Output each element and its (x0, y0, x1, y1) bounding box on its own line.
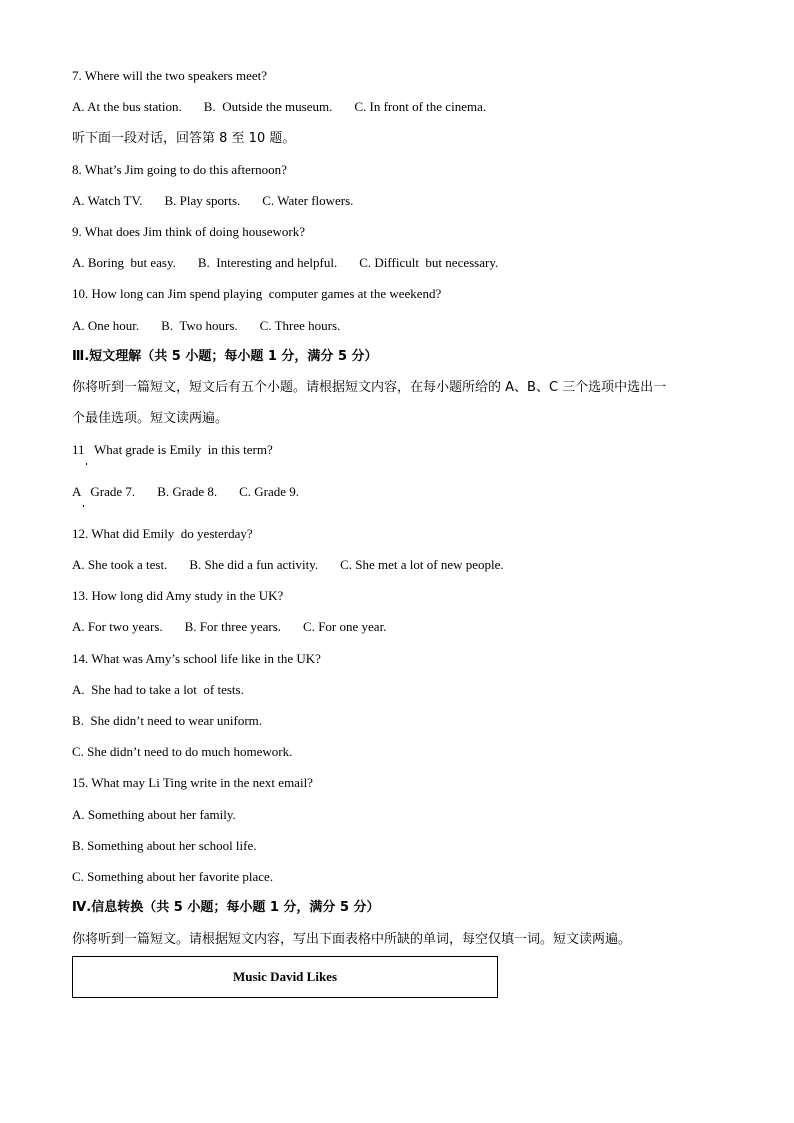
question-11: 11 What grade is Emily in this term? (72, 442, 273, 457)
section-4-title: Ⅳ.信息转换（共 5 小题；每小题 1 分，满分 5 分） (72, 900, 380, 915)
question-12: 12. What did Emily do yesterday? (72, 526, 253, 541)
question-15-option-b: B. Something about her school life. (72, 838, 257, 853)
question-8: 8. What’s Jim going to do this afternoon? (72, 162, 287, 177)
question-14-option-a: A. She had to take a lot of tests. (72, 682, 244, 697)
option-a: A. She took a test. (72, 557, 168, 572)
option-b: B. Grade 8. (157, 484, 218, 499)
question-14-option-c: C. She didn’t need to do much homework. (72, 744, 293, 759)
question-15-option-a: A. Something about her family. (72, 807, 236, 822)
option-b: B. She did a fun activity. (189, 557, 319, 572)
table-title: Music David Likes (232, 969, 337, 984)
option-b: B. Two hours. (161, 318, 238, 333)
question-7-options (72, 99, 508, 115)
option-c: C. Grade 9. (239, 484, 300, 499)
section-3-instruction-2: 个最佳选项。短文读两遍。 (72, 411, 229, 426)
question-7: 7. Where will the two speakers meet? (72, 68, 268, 83)
option-b: B. Outside the museum. (203, 99, 333, 114)
section-3-title: Ⅲ.短文理解（共 5 小题；每小题 1 分，满分 5 分） (72, 349, 378, 364)
option-c: C. Difficult but necessary. (359, 255, 499, 270)
option-a: A Grade 7. (72, 484, 136, 499)
question-15: 15. What may Li Ting write in the next email? (72, 775, 313, 790)
question-12-options (72, 557, 526, 573)
option-a: A. Watch TV. (72, 193, 143, 208)
option-c: C. Water flowers. (262, 193, 354, 208)
stray-mark (83, 505, 84, 507)
question-9-options (72, 255, 520, 271)
option-a: A. For two years. (72, 619, 163, 634)
question-13-options (72, 619, 408, 635)
question-10-options (72, 318, 362, 334)
question-15-option-c: C. Something about her favorite place. (72, 869, 274, 884)
option-c: C. For one year. (303, 619, 387, 634)
option-c: C. In front of the cinema. (354, 99, 487, 114)
question-14: 14. What was Amy’s school life like in the UK? (72, 651, 321, 666)
question-11-options (72, 484, 321, 500)
info-table (72, 956, 498, 998)
option-a: A. Boring but easy. (72, 255, 176, 270)
question-8-options (72, 193, 375, 209)
question-10: 10. How long can Jim spend playing computer games at the weekend? (72, 286, 442, 301)
question-13: 13. How long did Amy study in the UK? (72, 588, 284, 603)
question-9: 9. What does Jim think of doing housework? (72, 224, 306, 239)
option-a: A. At the bus station. (72, 99, 182, 114)
option-c: C. She met a lot of new people. (340, 557, 504, 572)
question-14-option-b: B. She didn’t need to wear uniform. (72, 713, 263, 728)
option-b: B. For three years. (184, 619, 282, 634)
option-a: A. One hour. (72, 318, 140, 333)
option-b: B. Play sports. (164, 193, 241, 208)
dialogue-instruction: 听下面一段对话，回答第 8 至 10 题。 (72, 131, 296, 146)
option-b: B. Interesting and helpful. (197, 255, 338, 270)
section-4-instruction: 你将听到一篇短文。请根据短文内容，写出下面表格中所缺的单词，每空仅填一词。短文读两遍。 (72, 932, 632, 947)
stray-mark (86, 463, 87, 465)
section-3-instruction-1: 你将听到一篇短文，短文后有五个小题。请根据短文内容，在每小题所给的 A、B、C 三个选项中选出一 (72, 380, 667, 395)
option-c: C. Three hours. (259, 318, 341, 333)
